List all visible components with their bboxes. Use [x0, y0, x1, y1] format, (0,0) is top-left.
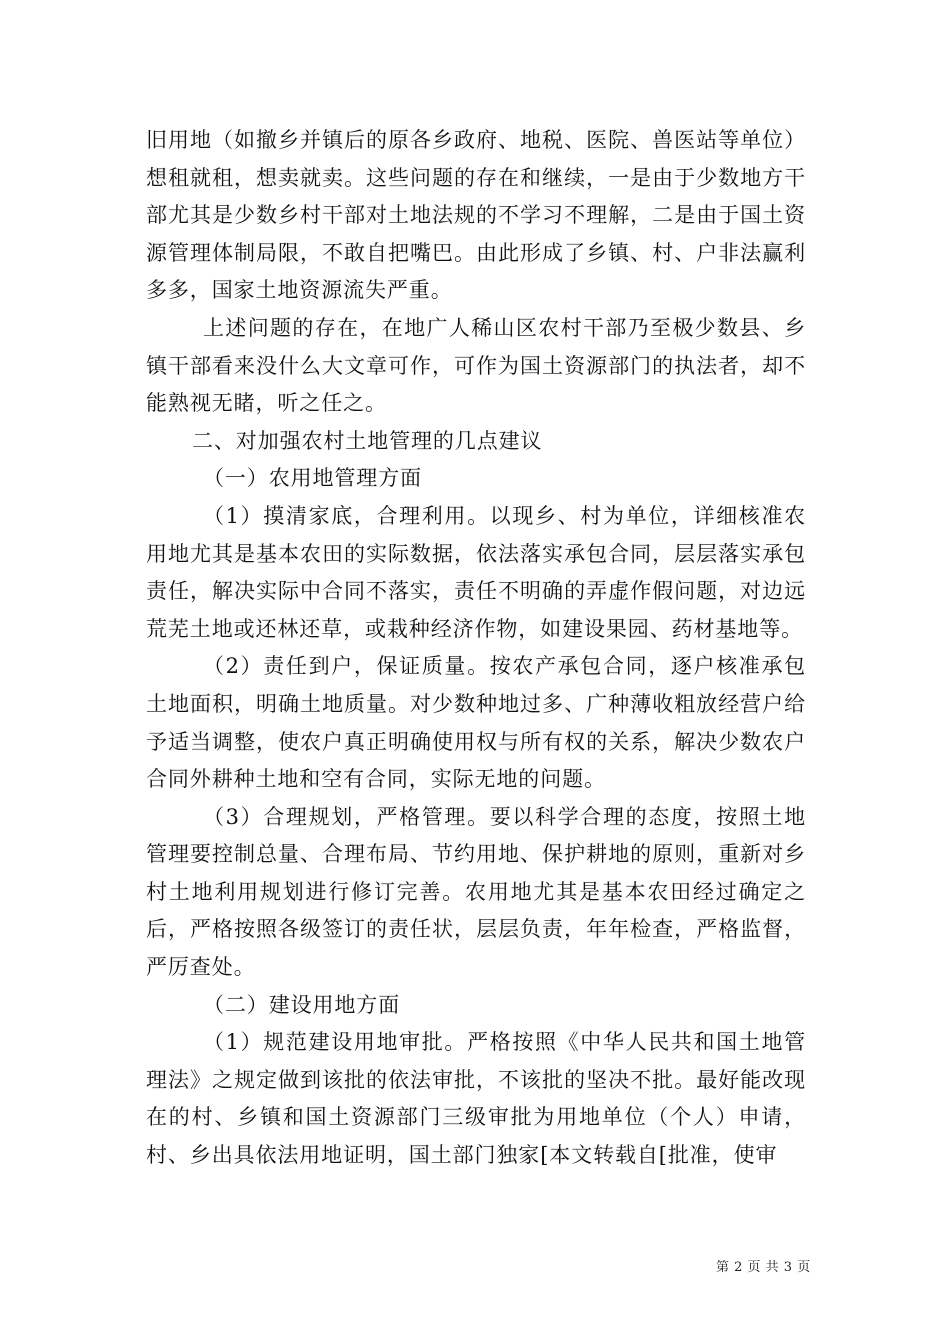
page-number: 第 2 页 共 3 页: [716, 1260, 811, 1275]
paragraph-problem-summary: 上述问题的存在，在地广人稀山区农村干部乃至极少数县、乡镇干部看来没什么大文章可作，可作为国土资源部门的执法者，却不能熟视无睹，听之任之。: [146, 315, 806, 416]
subsection-heading-agricultural-land: （一）农用地管理方面: [203, 466, 422, 491]
document-body: [146, 122, 806, 1175]
paragraph-construction-item-1: （1）规范建设用地审批。严格按照《中华人民共和国土地管理法》之规定做到该批的依法审批，不该批的坚决不批。最好能改现在的村、乡镇和国土资源部门三级审批为用地单位（个人）申请，村、乡出具依法用地证明，国土部门独家[本文转载自[批准，使审: [146, 1030, 806, 1168]
section-heading-suggestions: 二、对加强农村土地管理的几点建议: [192, 428, 543, 453]
paragraph-continuation: 旧用地（如撤乡并镇后的原各乡政府、地税、医院、兽医站等单位）想租就租，想卖就卖。这些问题的存在和继续，一是由于少数地方干部尤其是少数乡村干部对土地法规的不学习不理解，二是由于国土资源管理体制局限，不敢自把嘴巴。由此形成了乡镇、村、户非法赢利多多，国家土地资源流失严重。: [146, 128, 806, 303]
paragraph-item-1: （1）摸清家底，合理利用。以现乡、村为单位，详细核准农用地尤其是基本农田的实际数据，依法落实承包合同，层层落实承包责任，解决实际中合同不落实，责任不明确的弄虚作假问题，对边远荒芜土地或还林还草，或栽种经济作物，如建设果园、药材基地等。: [146, 503, 806, 641]
paragraph-item-2: （2）责任到户，保证质量。按农产承包合同，逐户核准承包土地面积，明确土地质量。对少数种地过多、广种薄收粗放经营户给予适当调整，使农户真正明确使用权与所有权的关系，解决少数农户合同外耕种土地和空有合同，实际无地的问题。: [146, 654, 806, 792]
subsection-heading-construction-land: （二）建设用地方面: [203, 992, 401, 1017]
paragraph-item-3: （3）合理规划，严格管理。要以科学合理的态度，按照土地管理要控制总量、合理布局、节约用地、保护耕地的原则，重新对乡村土地利用规划进行修订完善。农用地尤其是基本农田经过确定之后，严格按照各级签订的责任状，层层负责，年年检查，严格监督，严厉查处。: [146, 804, 806, 980]
